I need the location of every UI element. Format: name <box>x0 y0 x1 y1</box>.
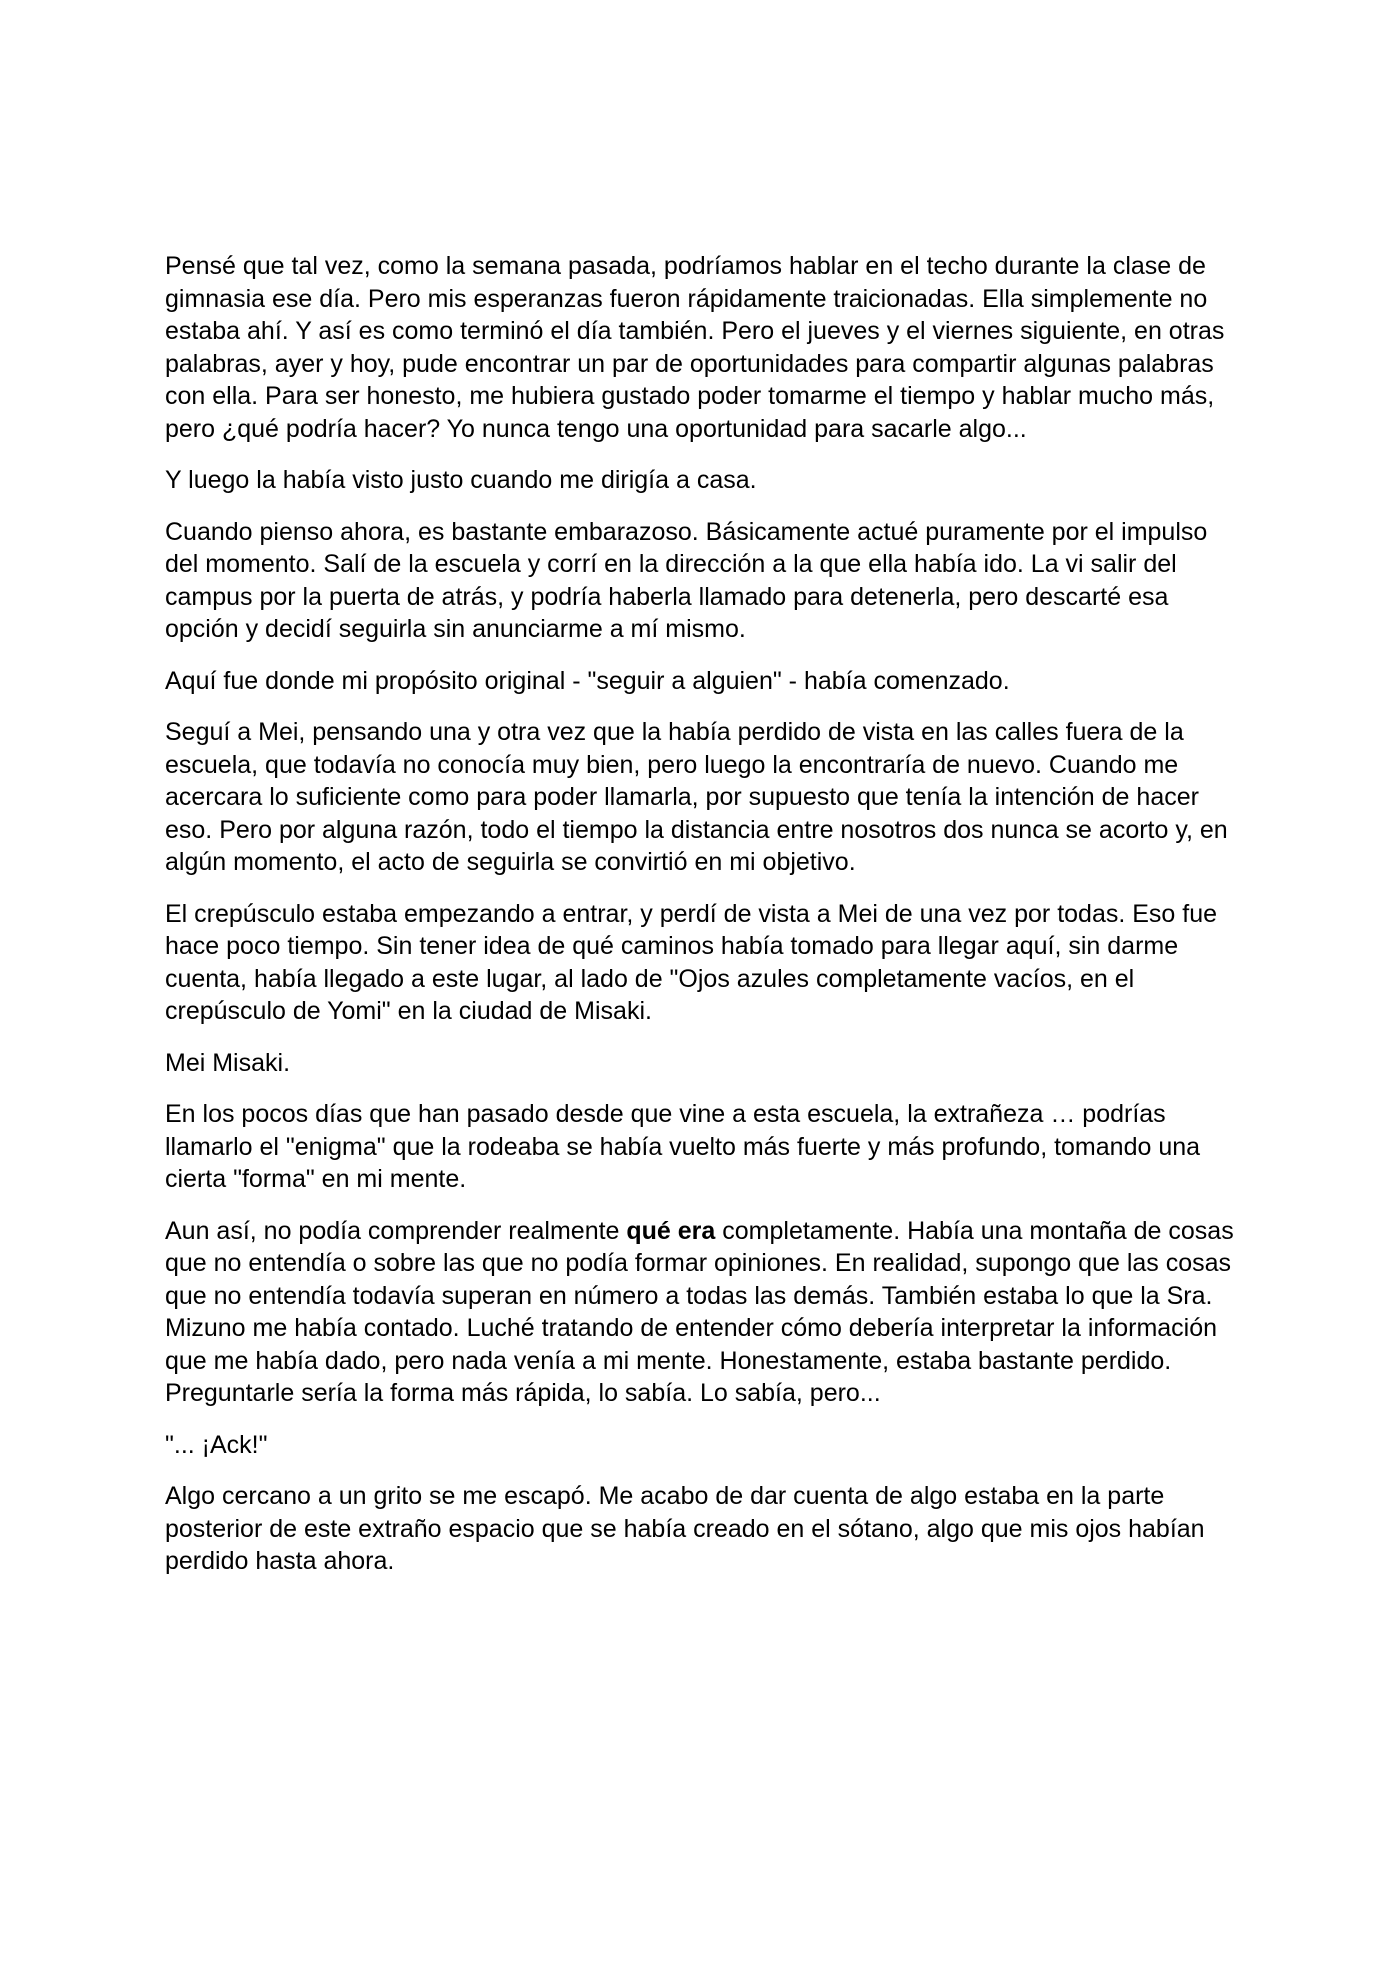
paragraph-9-rest: completamente. Había una montaña de cosas que no entendía o sobre las que no podía formar opiniones. En realidad, supongo que las cosas que no entendía todavía superan en número a todas las demás. También estaba lo que la Sra. Mizuno me había contado. Luché tratando de entender cómo debería interpretar la información que me había dado, pero nada venía a mi mente. Honestamente, estaba bastante perdido. Preguntarle sería la forma más rápida, lo sabía. Lo sabía, pero... <box>165 1216 1234 1407</box>
paragraph-7: Mei Misaki. <box>165 1048 291 1077</box>
paragraph-6: El crepúsculo estaba empezando a entrar, y perdí de vista a Mei de una vez por todas. Eso fue hace poco tiempo. Sin tener idea de qué caminos había tomado para llegar aquí, sin darme cuenta, había llegado a este lugar, al lado de "Ojos azules completamente vacíos, en el crepúsculo de Yomi" en la ciudad de Misaki. <box>165 899 1218 1025</box>
paragraph-3: Cuando pienso ahora, es bastante embarazoso. Básicamente actué puramente por el impulso del momento. Salí de la escuela y corrí en la dirección a la que ella había ido. La vi salir del campus por la puerta de atrás, y podría haberla llamado para detenerla, pero descarté esa opción y decidí seguirla sin anunciarme a mí mismo. <box>165 517 1208 643</box>
paragraph-2: Y luego la había visto justo cuando me dirigía a casa. <box>165 466 757 494</box>
paragraph-9-lead: Aun así, no podía comprender realmente <box>165 1216 627 1245</box>
paragraph-11: Algo cercano a un grito se me escapó. Me acabo de dar cuenta de algo estaba en la parte posterior de este extraño espacio que se había creado en el sótano, algo que mis ojos habían perdido hasta ahora. <box>165 1482 1205 1575</box>
emphasis-que-era: qué era <box>626 1216 716 1245</box>
body-text <box>165 250 1245 1597</box>
paragraph-8: En los pocos días que han pasado desde que vine a esta escuela, la extrañeza … podrías llamarlo el "enigma" que la rodeaba se había vuelto más fuerte y más profundo, tomando una cierta "forma" en mi mente. <box>165 1100 1201 1193</box>
paragraph-5: Seguí a Mei, pensando una y otra vez que la había perdido de vista en las calles fuera de la escuela, que todavía no conocía muy bien, pero luego la encontraría de nuevo. Cuando me acercara lo suficiente como para poder llamarla, por supuesto que tenía la intención de hacer eso. Pero por alguna razón, todo el tiempo la distancia entre nosotros dos nunca se acorto y, en algún momento, el acto de seguirla se convirtió en mi objetivo. <box>165 718 1228 876</box>
paragraph-9 <box>165 1215 1245 1410</box>
paragraph-10: "... ¡Ack!" <box>165 1430 268 1459</box>
paragraph-4: Aquí fue donde mi propósito original - "seguir a alguien" - había comenzado. <box>165 666 1010 695</box>
paragraph-1: Pensé que tal vez, como la semana pasada, podríamos hablar en el techo durante la clase de gimnasia ese día. Pero mis esperanzas fueron rápidamente traicionadas. Ella simplemente no estaba ahí. Y así es como terminó el día también. Pero el jueves y el viernes siguiente, en otras palabras, ayer y hoy, pude encontrar un par de oportunidades para compartir algunas palabras con ella. Para ser honesto, me hubiera gustado poder tomarme el tiempo y hablar mucho más, pero ¿qué podría hacer? Yo nunca tengo una oportunidad para sacarle algo... <box>165 252 1225 443</box>
